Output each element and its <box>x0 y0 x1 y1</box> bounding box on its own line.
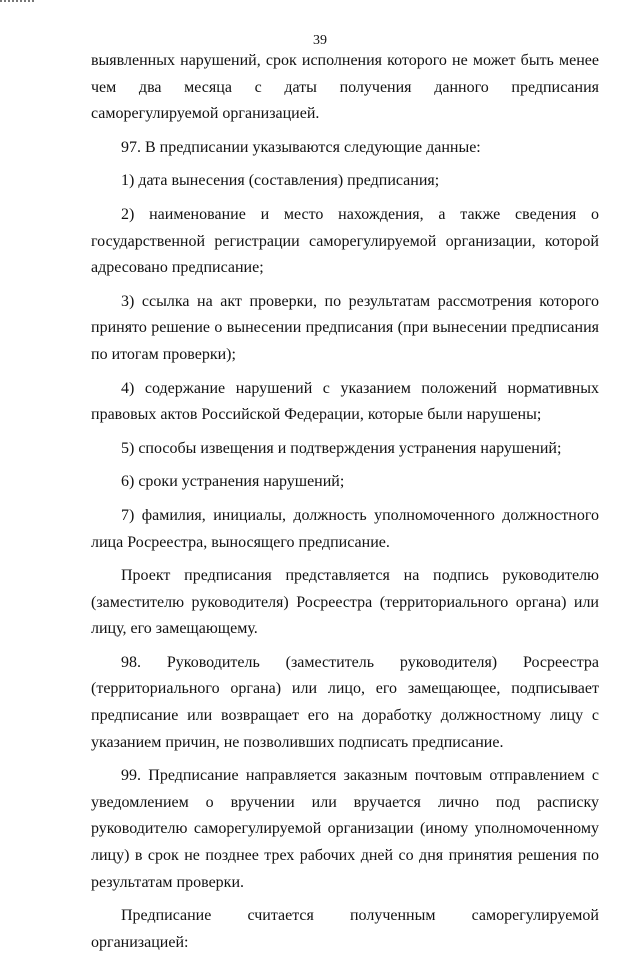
paragraph-continuation: выявленных нарушений, срок исполнения которого не может быть менее чем два месяца с даты получения данного предписания саморегулируемой организацией. <box>91 52 599 123</box>
list-item-7: 7) фамилия, инициалы, должность уполномоченного должностного лица Росреестра, выносящего предписание. <box>91 506 599 551</box>
list-item-5: 5) способы извещения и подтверждения устранения нарушений; <box>121 439 562 457</box>
page-number: 39 <box>313 33 327 48</box>
list-item-1: 1) дата вынесения (составления) предписания; <box>121 172 440 190</box>
list-item-4: 4) содержание нарушений с указанием положений нормативных правовых актов Российской Федерации, которые были нарушены; <box>91 379 599 424</box>
paragraph-draft-signature: Проект предписания представляется на подпись руководителю (заместителю руководителя) Росреестра (территориального органа) или лицу, его замещающему. <box>91 567 599 638</box>
paragraph-97-heading: 97. В предписании указываются следующие данные: <box>121 138 481 156</box>
scan-edge-mark <box>0 0 34 8</box>
list-item-6: 6) сроки устранения нарушений; <box>121 473 345 491</box>
paragraph-received: Предписание считается полученным саморегулируемой организацией: <box>91 907 599 951</box>
list-item-2: 2) наименование и место нахождения, а также сведения о государственной регистрации саморегулируемой организации, которой адресовано предписание; <box>91 205 599 277</box>
paragraph-98: 98. Руководитель (заместитель руководителя) Росреестра (территориального органа) или лицо, его замещающее, подписывает предписание или возвращает его на доработку должностному лицу с указанием причин, не позволивших подписать предписание. <box>91 653 599 751</box>
paragraph-99: 99. Предписание направляется заказным почтовым отправлением с уведомлением о вручении или вручается лично под расписку руководителю саморегулируемой организации (иному уполномоченному лицу) в срок не позднее трех рабочих дней со дня принятия решения по результатам проверки. <box>91 767 599 891</box>
list-item-3: 3) ссылка на акт проверки, по результатам рассмотрения которого принято решение о вынесении предписания (при вынесении предписания по итогам проверки); <box>91 292 599 363</box>
document-body <box>91 48 599 963</box>
